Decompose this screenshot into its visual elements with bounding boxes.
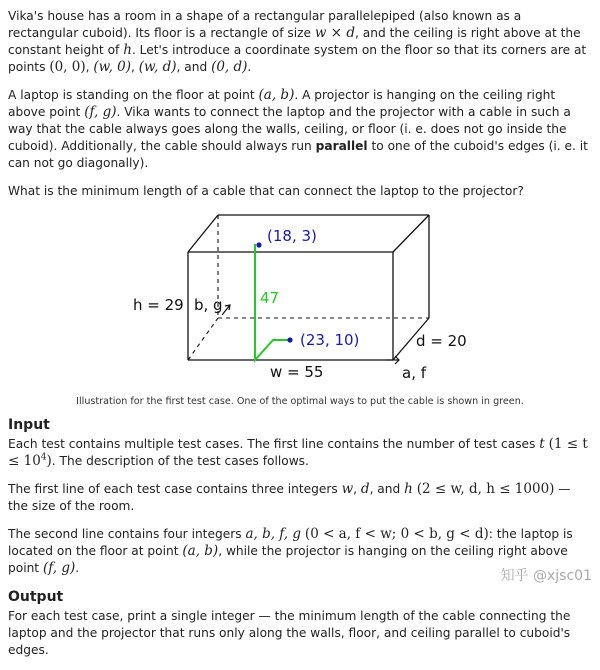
laptop-point: [287, 337, 292, 342]
output-paragraph-1: For each test case, print a single integer — the minimum length of the cable connecting the laptop and the projector that runs only along the walls, floor, and ceiling parallel to cuboid's edges.: [8, 609, 571, 657]
input-paragraph-1: Each test contains multiple test cases. The first line contains the number of test cases t $(1 \le t \le 10^4)$. The description of the test cases follows.: [8, 436, 588, 469]
math-ab2: (a, b): [182, 543, 219, 559]
hidden-bottom-left: [188, 318, 218, 360]
label-cable-length: 47: [260, 289, 280, 307]
math-d: d: [360, 481, 370, 497]
math-abfg-range: (0 < a, f < w; 0 < b, g < d): [304, 526, 489, 542]
axis-bg-arrow: [222, 305, 230, 315]
math-fg: (f, g): [84, 104, 117, 120]
label-w: w = 55: [270, 363, 324, 381]
edge-top-right: [393, 215, 429, 252]
math-w-times-d: w × d: [314, 25, 356, 41]
math-t: t: [539, 436, 545, 452]
label-d: d = 20: [416, 332, 467, 350]
input-paragraph-3: The second line contains four integers a, b, f, g (0 < a, f < w; 0 < b, g < d): the laptop is located on the floor at point (a, b), while the projector is hanging on the ceiling right above point (f, g).: [8, 526, 573, 576]
math-wdh-range: (2 ≤ w, d, h ≤ 1000): [416, 481, 555, 497]
statement-paragraph-2: A laptop is standing on the floor at point (a, b). A projector is hanging on the ceiling right above point (f, g). Vika wants to connect the laptop and the projector with a cable in such a way that the cable always goes along the walls, ceiling, or floor (i. e. does not go inside the cuboid). Additionally, the cable should always run parallel to one of the cuboid's edges (i. e. it can not go diagonally).: [8, 87, 588, 170]
math-ab: (a, b): [258, 87, 295, 103]
edge-top-left: [188, 215, 218, 252]
input-paragraph-2: The first line of each test case contains three integers w, d, and h (2 ≤ w, d, h ≤ 1000) — the size of the room.: [8, 481, 571, 513]
projector-point: [256, 242, 261, 247]
statement-paragraph-3: What is the minimum length of a cable that can connect the laptop to the projector?: [8, 184, 524, 198]
label-af: a, f: [402, 364, 427, 382]
cuboid-illustration: [8, 211, 592, 397]
cuboid-svg: [8, 211, 592, 397]
math-t-range: $(1 \le t \le 10^4)$: [8, 436, 588, 469]
math-pt0d: (0, d): [211, 59, 248, 75]
bold-parallel: parallel: [315, 139, 368, 153]
math-ptwd: (w, d): [138, 59, 177, 75]
label-laptop: (23, 10): [300, 331, 360, 349]
input-heading: Input: [8, 417, 50, 433]
statement-paragraph-1: Vika's house has a room in a shape of a rectangular parallelepiped (also known as a rectangular cuboid). Its floor is a rectangle of size w × d, and the ceiling is right above at the constant height of h. Let's introduce a coordinate system on the floor so that its corners are at points (0, 0), (w, 0), (w, d), and (0, d).: [8, 9, 587, 75]
math-w: w: [341, 481, 354, 497]
math-ptw0: (w, 0): [93, 59, 132, 75]
label-h: h = 29: [133, 296, 184, 314]
figure-caption: Illustration for the first test case. One of the optimal ways to put the cable is shown in green.: [76, 396, 524, 407]
math-abfg: a, b, f, g: [245, 526, 302, 542]
label-projector: (18, 3): [267, 227, 317, 245]
math-h2: h: [404, 481, 413, 497]
label-bg: b, g: [194, 296, 223, 314]
math-h: h: [123, 42, 132, 58]
math-pt00: (0, 0): [49, 59, 86, 75]
math-fg2: (f, g): [42, 560, 76, 576]
watermark: 知乎 @xjsc01: [500, 568, 592, 584]
output-heading: Output: [8, 589, 64, 605]
